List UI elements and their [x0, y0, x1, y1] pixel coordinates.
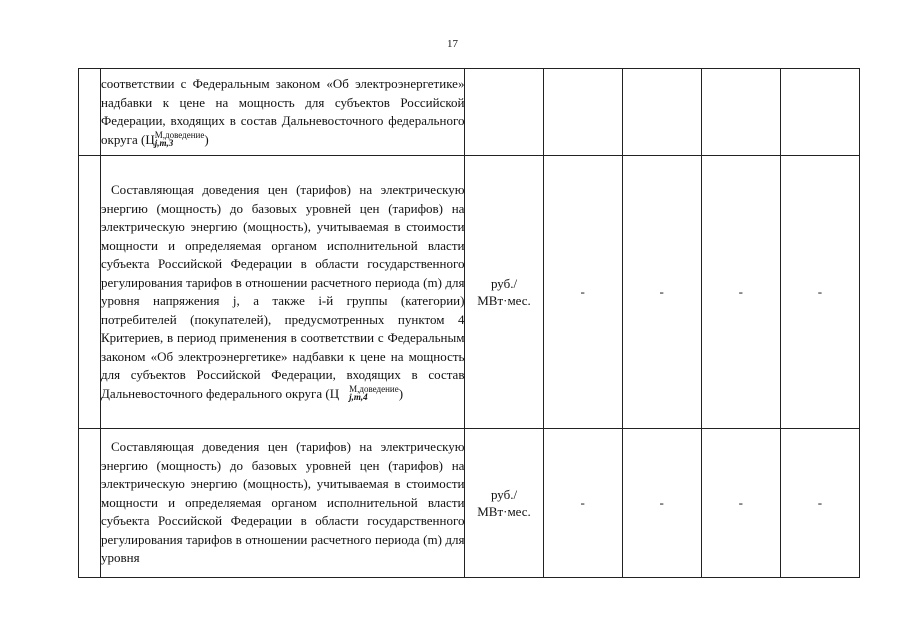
value-cell: - — [701, 156, 780, 429]
description-cell: Составляющая доведения цен (тарифов) на электрическую энергию (мощность) до базовых уровней цен (тарифов) на электрическую энергию (мощность), учитываемая в стоимости мощности и определяемая органом исполнительной власти субъекта Российской Федерации в области государственного регулирования тарифов в отношении расчетного периода (m) для уровня напряжения j, а также i-й группы (категории) потребителей (покупателей), предусмотренных пунктом 4 Критериев, в период применения в соответствии с Федеральным законом «Об электроэнергетике» надбавки к цене на мощность для субъектов Российской Федерации, входящих в состав Дальневосточного федерального округа (Ц М,доведение j,m,4 ) — [101, 156, 465, 429]
symbol-subscript: j,m,3 — [154, 137, 174, 148]
table-row — [79, 69, 860, 156]
row-number-cell — [79, 429, 101, 578]
value-cell — [701, 69, 780, 156]
table-row — [79, 156, 860, 429]
value-cell: - — [780, 156, 859, 429]
symbol-subscript: j,m,4 — [349, 391, 368, 402]
unit-cell: руб./ МВт·мес. — [465, 429, 543, 578]
description-text: Составляющая доведения цен (тарифов) на электрическую энергию (мощность) до базовых уровней цен (тарифов) на электрическую энергию (мощность), учитываемая в стоимости мощности и определяемая органом исполнительной власти субъекта Российской Федерации в области государственного регулирования тарифов в отношении расчетного периода (m) для уровня — [101, 439, 465, 566]
value-cell: - — [543, 429, 622, 578]
description-cell — [101, 429, 465, 578]
page-number: 17 — [447, 38, 458, 50]
value-cell — [622, 69, 701, 156]
symbol-superscript: М,доведение — [154, 129, 205, 140]
unit-cell: руб./ МВт·мес. — [465, 156, 543, 429]
value-cell: - — [622, 429, 701, 578]
value-cell — [543, 69, 622, 156]
unit-cell — [465, 69, 543, 156]
row-number-cell — [79, 156, 101, 429]
price-symbol: Ц М,доведение j,m,3 — [145, 129, 205, 148]
value-cell — [780, 69, 859, 156]
price-symbol: Ц М,доведение j,m,4 — [329, 383, 399, 402]
description-cell: соответствии с Федеральным законом «Об электроэнергетике» надбавки к цене на мощность для субъектов Российской Федерации, входящих в состав Дальневосточного федерального округа (Ц М,доведение j,m,3 ) — [101, 69, 465, 156]
value-cell: - — [622, 156, 701, 429]
value-cell: - — [701, 429, 780, 578]
value-cell: - — [543, 156, 622, 429]
row-number-cell — [79, 69, 101, 156]
value-cell: - — [780, 429, 859, 578]
description-text: Составляющая доведения цен (тарифов) на электрическую энергию (мощность) до базовых уровней цен (тарифов) на электрическую энергию (мощность), учитываемая в стоимости мощности и определяемая органом исполнительной власти субъекта Российской Федерации в области государственного регулирования тарифов в отношении расчетного периода (m) для уровня напряжения j, а также i-й группы (категории) потребителей (покупателей), предусмотренных пунктом 4 Критериев, в период применения в соответствии с Федеральным законом «Об электроэнергетике» надбавки к цене на мощность для субъектов Российской Федерации, входящих в состав Дальневосточного федерального округа ( — [101, 182, 465, 401]
table-row — [79, 429, 860, 578]
tariff-table — [78, 68, 860, 578]
symbol-superscript: М,доведение — [349, 383, 399, 394]
description-text: соответствии с Федеральным законом «Об электроэнергетике» надбавки к цене на мощность для субъектов Российской Федерации, входящих в состав Дальневосточного федерального округа ( — [101, 76, 465, 147]
